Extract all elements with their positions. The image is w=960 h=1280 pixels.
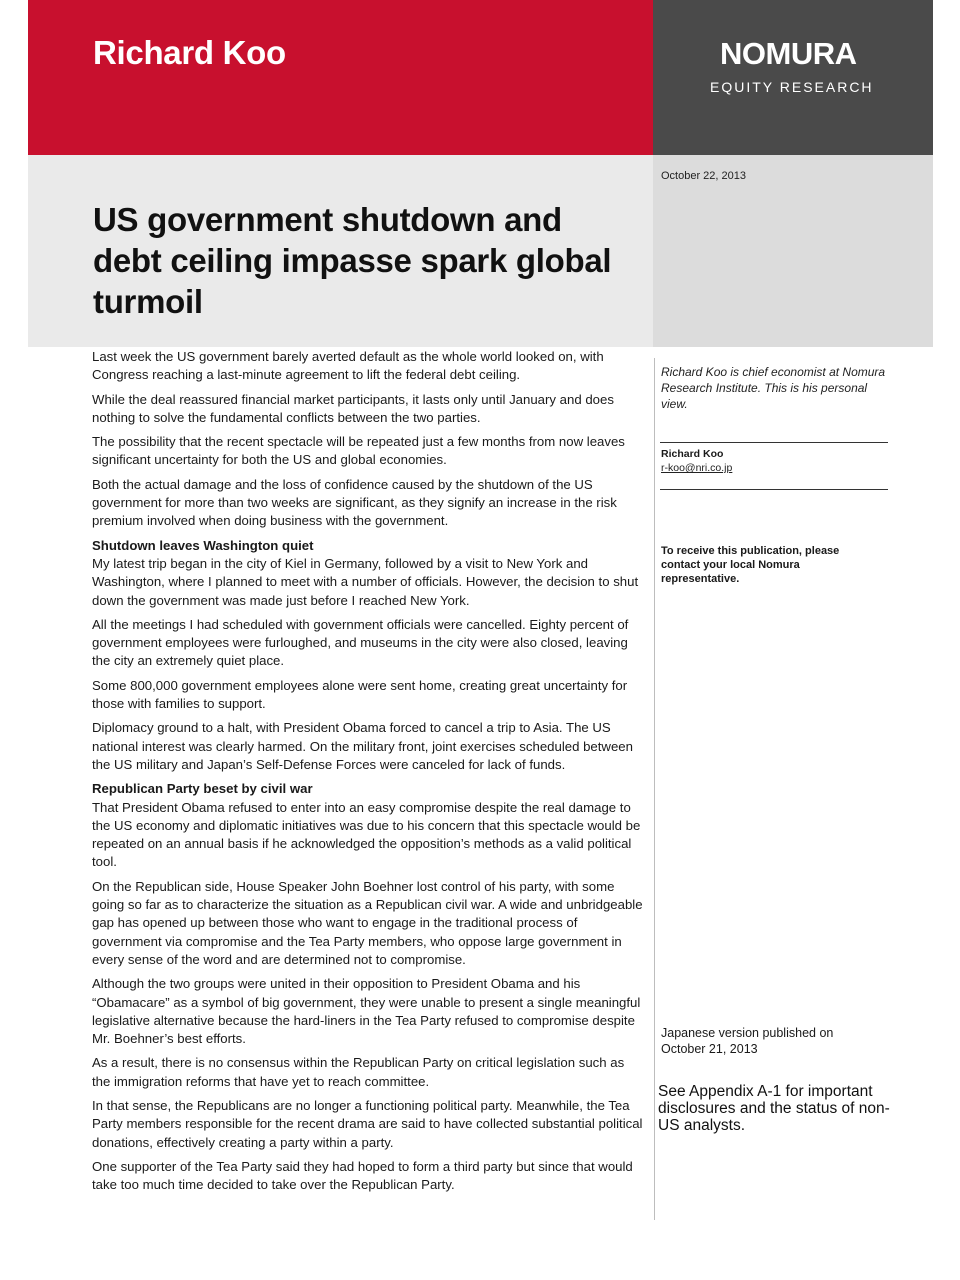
side-band (653, 155, 933, 347)
section-heading: Shutdown leaves Washington quiet (92, 537, 314, 553)
contact-rule-bottom (660, 489, 888, 490)
contact-name: Richard Koo (661, 448, 724, 460)
paragraph: Although the two groups were united in their opposition to President Obama and his “Obamacare” as a symbol of big government, they were unable to present a single meaningful legislative alternative because the hard-liners in the Tea Party refused to compromise despite Mr. Boehner’s best efforts. (92, 976, 641, 1047)
nomura-logo: NOMURA (720, 36, 857, 71)
paragraph: Both the actual damage and the loss of confidence caused by the shutdown of the US government for more than two weeks are significant, as they signify an increase in the risk premium involved when doing business with the government. (92, 476, 617, 529)
paragraph: Last week the US government barely averted default as the whole world looked on, with Congress reaching a last-minute agreement to lift the federal debt ceiling. (92, 349, 604, 383)
japanese-version-note: Japanese version published on October 21, 2013 (661, 1026, 834, 1056)
page-title: US government shutdown and debt ceiling impasse spark global turmoil (93, 201, 612, 320)
logo-subtitle: EQUITY RESEARCH (710, 79, 874, 95)
contact-email-link[interactable]: r-koo@nri.co.jp (661, 462, 733, 474)
publication-date: October 22, 2013 (661, 170, 747, 182)
subscribe-note: To receive this publication, please contact your local Nomura representative. (661, 545, 840, 585)
header-banner (28, 0, 653, 155)
sidebar-divider (654, 358, 655, 1220)
paragraph: As a result, there is no consensus within the Republican Party on critical legislation such as the immigration reforms that have yet to reach committee. (92, 1055, 625, 1089)
paragraph: The possibility that the recent spectacle will be repeated just a few months from now leaves significant uncertainty for both the US and global economies. (92, 434, 625, 468)
paragraph: One supporter of the Tea Party said they had hoped to form a third party but since that would take too much time decided to take over the Republican Party. (92, 1158, 633, 1193)
paragraph: In that sense, the Republicans are no longer a functioning political party. Meanwhile, the Tea Party members responsible for the recent drama are said to have collected substantial political donations, effectively creating a party within a party. (92, 1097, 643, 1150)
paragraph: On the Republican side, House Speaker John Boehner lost control of his party, with some going so far as to characterize the situation as a Republican civil war. A wide and unbridgeable gap has opened up between those who want to engage in the traditional process of government via compromise and the Tea Party members, who oppose large government in every sense of the word and are determined not to compromise. (92, 878, 643, 967)
contact-rule-top (660, 442, 888, 443)
paragraph: While the deal reassured financial market participants, it lasts only until January and does nothing to solve the fundamental conflicts between the two parties. (92, 391, 614, 425)
paragraph: That President Obama refused to enter into an easy compromise despite the real damage to the US economy and diplomatic initiatives was due to his concern that this spectacle would be repeated on an annual basis if he acknowledged the opposition’s methods as a valid political tool. (92, 799, 641, 870)
paragraph: All the meetings I had scheduled with government officials were cancelled. Eighty percent of government employees were furloughed, and museums in the city were also closed, leaving the city an extremely quiet place. (92, 616, 629, 669)
logo-panel (653, 0, 933, 155)
appendix-note: See Appendix A-1 for important disclosures and the status of non-US analysts. (658, 1083, 890, 1134)
author-bio: Richard Koo is chief economist at Nomura Research Institute. This is his personal view. (661, 365, 886, 411)
paragraph: Some 800,000 government employees alone were sent home, creating great uncertainty for those with families to support. (92, 677, 628, 712)
author-name: Richard Koo (93, 34, 286, 71)
article-body (92, 348, 644, 1200)
section-heading: Republican Party beset by civil war (92, 781, 313, 797)
paragraph: Diplomacy ground to a halt, with President Obama forced to cancel a trip to Asia. The US national interest was clearly harmed. On the military front, joint exercises scheduled between the US military and Japan’s Self-Defense Forces were canceled for lack of funds. (92, 720, 633, 772)
paragraph: My latest trip began in the city of Kiel in Germany, followed by a visit to New York and Washington, where I planned to meet with a number of officials. However, the decision to shut down the government was made just before I reached New York. (92, 555, 639, 608)
